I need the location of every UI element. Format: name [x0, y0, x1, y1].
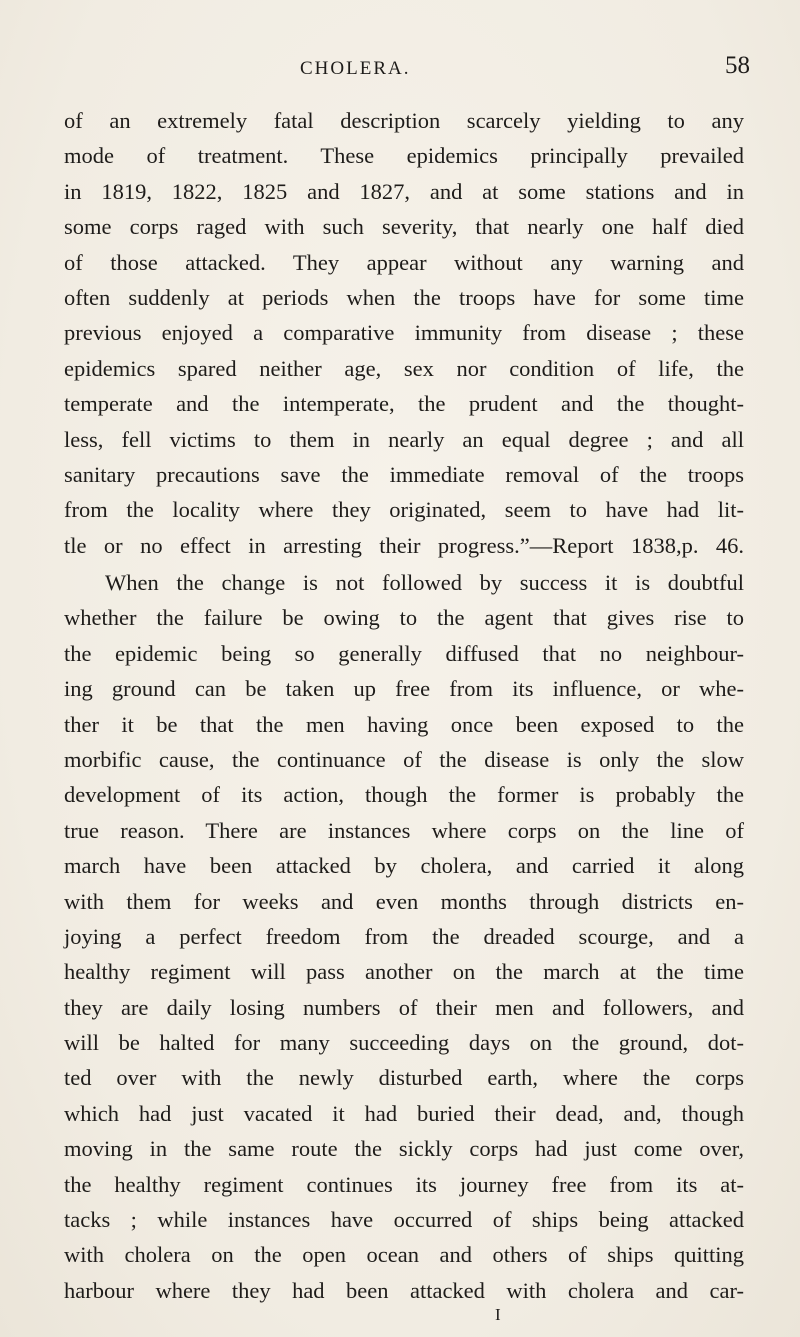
- paragraph-main: [64, 565, 744, 1308]
- text-line: previous enjoyed a comparative immunity from disease ; these: [64, 320, 744, 346]
- text-line: moving in the same route the sickly corps had just come over,: [64, 1136, 744, 1162]
- text-line: in 1819, 1822, 1825 and 1827, and at some stations and in: [64, 178, 744, 204]
- text-line: the epidemic being so generally diffused that no neighbour-: [64, 640, 744, 666]
- text-line: of those attacked. They appear without any warning and: [64, 249, 744, 275]
- text-line: with cholera on the open ocean and others of ships quitting: [64, 1242, 744, 1268]
- signature-mark: I: [495, 1305, 501, 1324]
- text-line: some corps raged with such severity, that nearly one half died: [64, 214, 744, 240]
- text-line: often suddenly at periods when the troops have for some time: [64, 284, 744, 310]
- text-line: sanitary precautions save the immediate removal of the troops: [64, 461, 744, 487]
- text-line: whether the failure be owing to the agent that gives rise to: [64, 605, 744, 631]
- page-number: 58: [725, 52, 750, 79]
- text-line: march have been attacked by cholera, and carried it along: [64, 853, 744, 879]
- text-line: When the change is not followed by success it is doubtful: [105, 570, 744, 595]
- text-line: development of its action, though the former is probably the: [64, 782, 744, 808]
- text-line: ted over with the newly disturbed earth, where the corps: [64, 1065, 744, 1091]
- text-line: healthy regiment will pass another on the march at the time: [64, 959, 744, 985]
- text-line: they are daily losing numbers of their men and followers, and: [64, 994, 744, 1020]
- text-line: will be halted for many succeeding days on the ground, dot-: [64, 1030, 744, 1056]
- text-line: morbific cause, the continuance of the disease is only the slow: [64, 746, 744, 772]
- text-line: harbour where they had been attacked with cholera and car-: [64, 1277, 744, 1303]
- text-line: of an extremely fatal description scarcely yielding to any: [64, 108, 744, 133]
- text-line: ing ground can be taken up free from its influence, or whe-: [64, 676, 744, 702]
- text-line: tacks ; while instances have occurred of ships being attacked: [64, 1207, 744, 1233]
- text-line: epidemics spared neither age, sex nor condition of life, the: [64, 355, 744, 381]
- text-line: true reason. There are instances where corps on the line of: [64, 817, 744, 843]
- text-line: the healthy regiment continues its journey free from its at-: [64, 1171, 744, 1197]
- running-head: CHOLERA.: [300, 58, 411, 79]
- paragraph-quote-continuation: [64, 103, 744, 563]
- text-line: which had just vacated it had buried their dead, and, though: [64, 1100, 744, 1126]
- text-line: temperate and the intemperate, the prudent and the thought-: [64, 391, 744, 417]
- text-line: mode of treatment. These epidemics principally prevailed: [64, 143, 744, 169]
- text-line: from the locality where they originated, seem to have had lit-: [64, 497, 744, 523]
- text-line: joying a perfect freedom from the dreaded scourge, and a: [64, 923, 744, 949]
- text-line: ther it be that the men having once been exposed to the: [64, 711, 744, 737]
- text-line: with them for weeks and even months through districts en-: [64, 888, 744, 914]
- text-line: less, fell victims to them in nearly an equal degree ; and all: [64, 426, 744, 452]
- text-line: tle or no effect in arresting their progress.”—Report 1838,p. 46.: [64, 532, 744, 558]
